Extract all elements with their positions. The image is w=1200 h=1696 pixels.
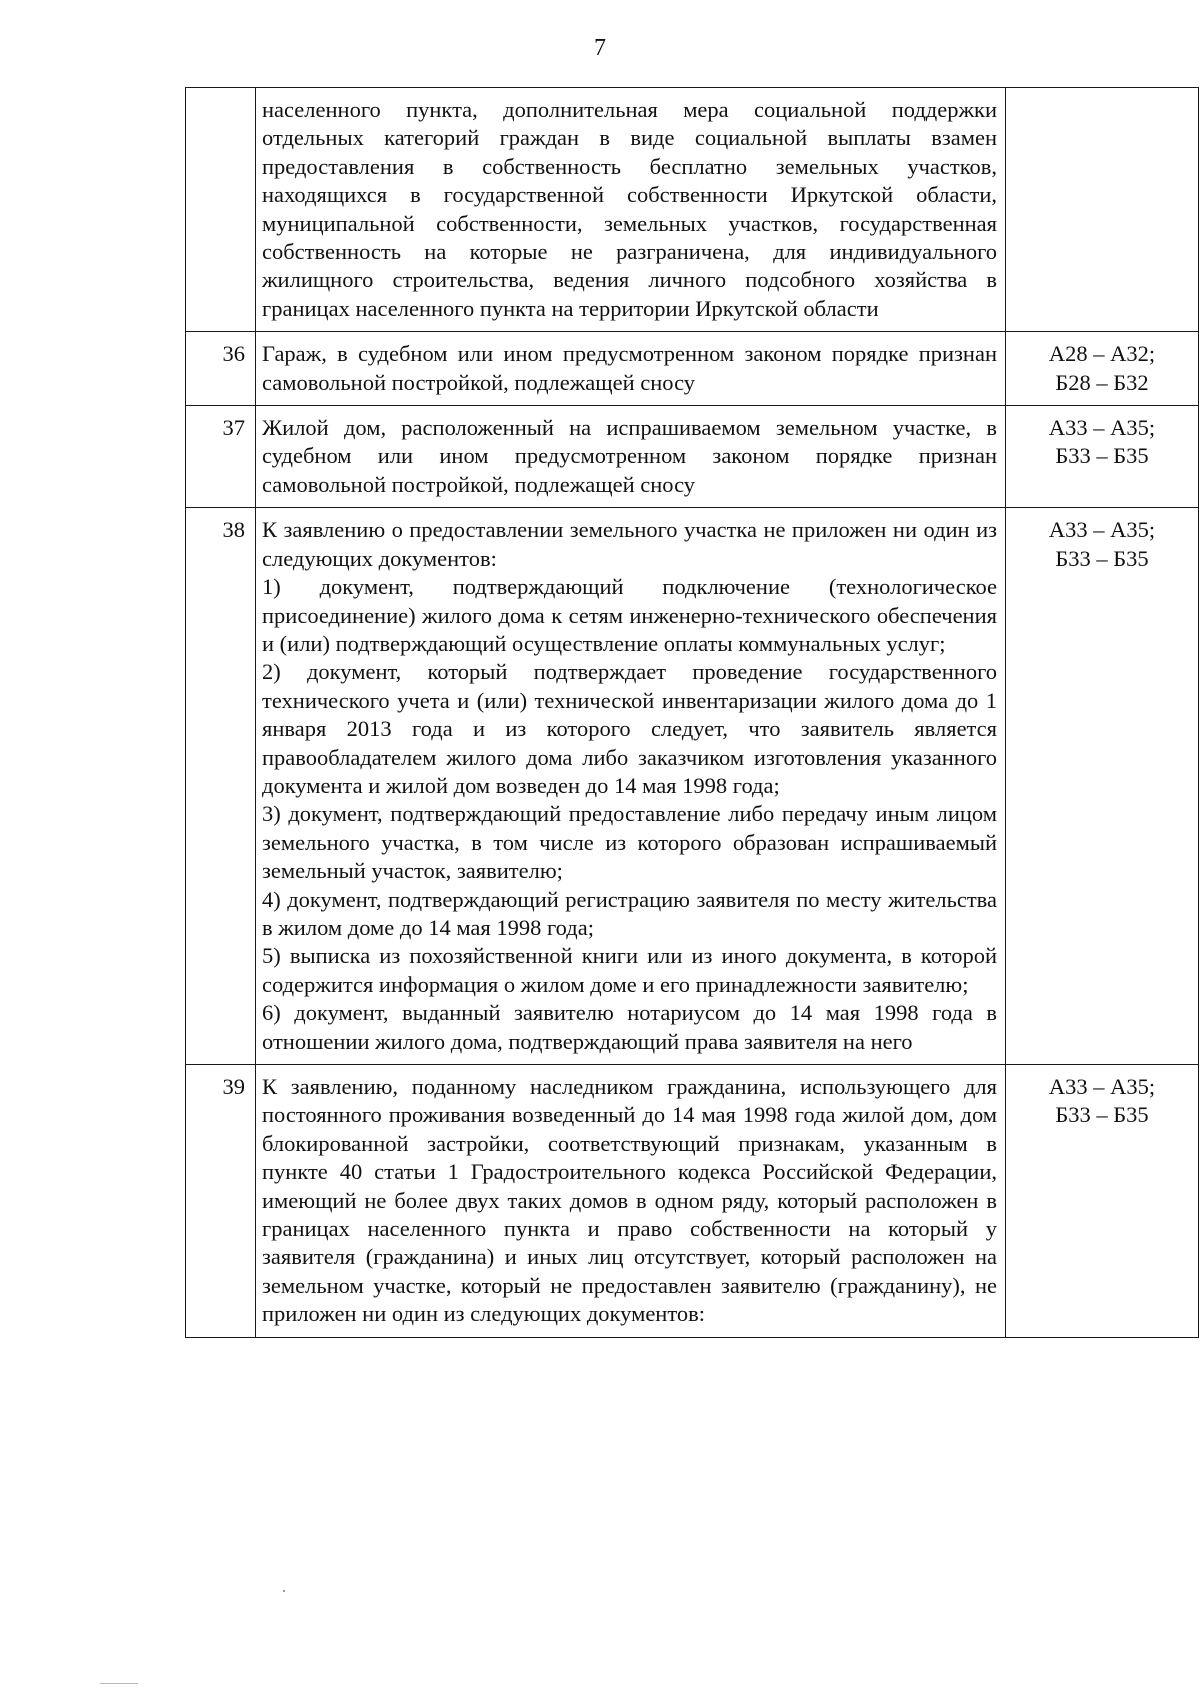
row-number: 39 bbox=[186, 1065, 256, 1338]
code-range: Б28 – Б32 bbox=[1055, 369, 1149, 395]
paragraph: 1) документ, подтверждающий подключение (технологическое присоединение) жилого дома к сетям инженерно-технического обеспечения и (или) подтверждающий осуществление оплаты коммунальных услуг; bbox=[262, 574, 997, 656]
paragraph: населенного пункта, дополнительная мера социальной поддержки отдельных категорий граждан в виде социальной выплаты взамен предоставления в собственность бесплатно земельных участков, находящихся в государственной собственности Иркутской области, муниципальной собственности, земельных участков, государственная собственность на которые не разграничена, для индивидуального жилищного строительства, ведения личного подсобного хозяйства в границах населенного пункта на территории Иркутской области bbox=[262, 97, 997, 321]
paragraph: 4) документ, подтверждающий регистрацию заявителя по месту жительства в жилом доме до 14 мая 1998 года; bbox=[262, 886, 997, 940]
table-row bbox=[186, 508, 1199, 1065]
scan-speck bbox=[283, 1590, 285, 1592]
table-row bbox=[186, 1065, 1199, 1338]
row-number: 38 bbox=[186, 508, 256, 1065]
paragraph: Жилой дом, расположенный на испрашиваемом земельном участке, в судебном или ином предусмотренном законом порядке признан самовольной постройкой, подлежащей сносу bbox=[262, 415, 997, 497]
row-text bbox=[256, 88, 1006, 332]
row-number: 36 bbox=[186, 332, 256, 406]
row-text bbox=[256, 1065, 1006, 1338]
paragraph: К заявлению о предоставлении земельного участка не приложен ни один из следующих документов: bbox=[262, 517, 997, 571]
row-text bbox=[256, 508, 1006, 1065]
paragraph: 6) документ, выданный заявителю нотариусом до 14 мая 1998 года в отношении жилого дома, подтверждающий права заявителя на него bbox=[262, 1000, 997, 1054]
paragraph: Гараж, в судебном или ином предусмотренном законом порядке признан самовольной постройкой, подлежащей сносу bbox=[262, 341, 997, 395]
table-row bbox=[186, 88, 1199, 332]
code-range: Б33 – Б35 bbox=[1055, 1102, 1149, 1128]
code-range: А33 – А35; bbox=[1048, 517, 1156, 543]
scan-dash bbox=[100, 1683, 138, 1684]
row-codes bbox=[1006, 508, 1199, 1065]
table-row bbox=[186, 406, 1199, 508]
paragraph: К заявлению, поданному наследником гражданина, использующего для постоянного проживания возведенный до 14 мая 1998 года жилой дом, дом блокированной застройки, соответствующий признакам, указанным в пункте 40 статьи 1 Градостроительного кодекса Российской Федерации, имеющий не более двух таких домов в одном ряду, который расположен в границах населенного пункта и право собственности на который у заявителя (гражданина) и иных лиц отсутствует, который расположен на земельном участке, который не предоставлен заявителю (гражданину), не приложен ни один из следующих документов: bbox=[262, 1074, 997, 1327]
paragraph: 2) документ, который подтверждает проведение государственного технического учета и (или) технической инвентаризации жилого дома до 1 января 2013 года и из которого следует, что заявитель является правообладателем жилого дома либо заказчиком изготовления указанного документа и жилой дом возведен до 14 мая 1998 года; bbox=[262, 659, 997, 798]
table-row bbox=[186, 332, 1199, 406]
row-text bbox=[256, 406, 1006, 508]
row-codes bbox=[1006, 406, 1199, 508]
row-codes bbox=[1006, 332, 1199, 406]
row-number: 37 bbox=[186, 406, 256, 508]
grounds-table bbox=[185, 87, 1199, 1338]
row-number bbox=[186, 88, 256, 332]
row-codes bbox=[1006, 88, 1199, 332]
code-range: А33 – А35; bbox=[1048, 415, 1156, 441]
paragraph: 5) выписка из похозяйственной книги или из иного документа, в которой содержится информация о жилом доме и его принадлежности заявителю; bbox=[262, 943, 997, 997]
code-range: А28 – А32; bbox=[1048, 341, 1156, 367]
code-range: Б33 – Б35 bbox=[1055, 545, 1149, 571]
row-text bbox=[256, 332, 1006, 406]
row-codes bbox=[1006, 1065, 1199, 1338]
code-range: Б33 – Б35 bbox=[1055, 443, 1149, 469]
code-range: А33 – А35; bbox=[1048, 1074, 1156, 1099]
page-number: 7 bbox=[594, 35, 606, 61]
paragraph: 3) документ, подтверждающий предоставление либо передачу иным лицом земельного участка, в том числе из которого образован испрашиваемый земельный участок, заявителю; bbox=[262, 801, 997, 884]
